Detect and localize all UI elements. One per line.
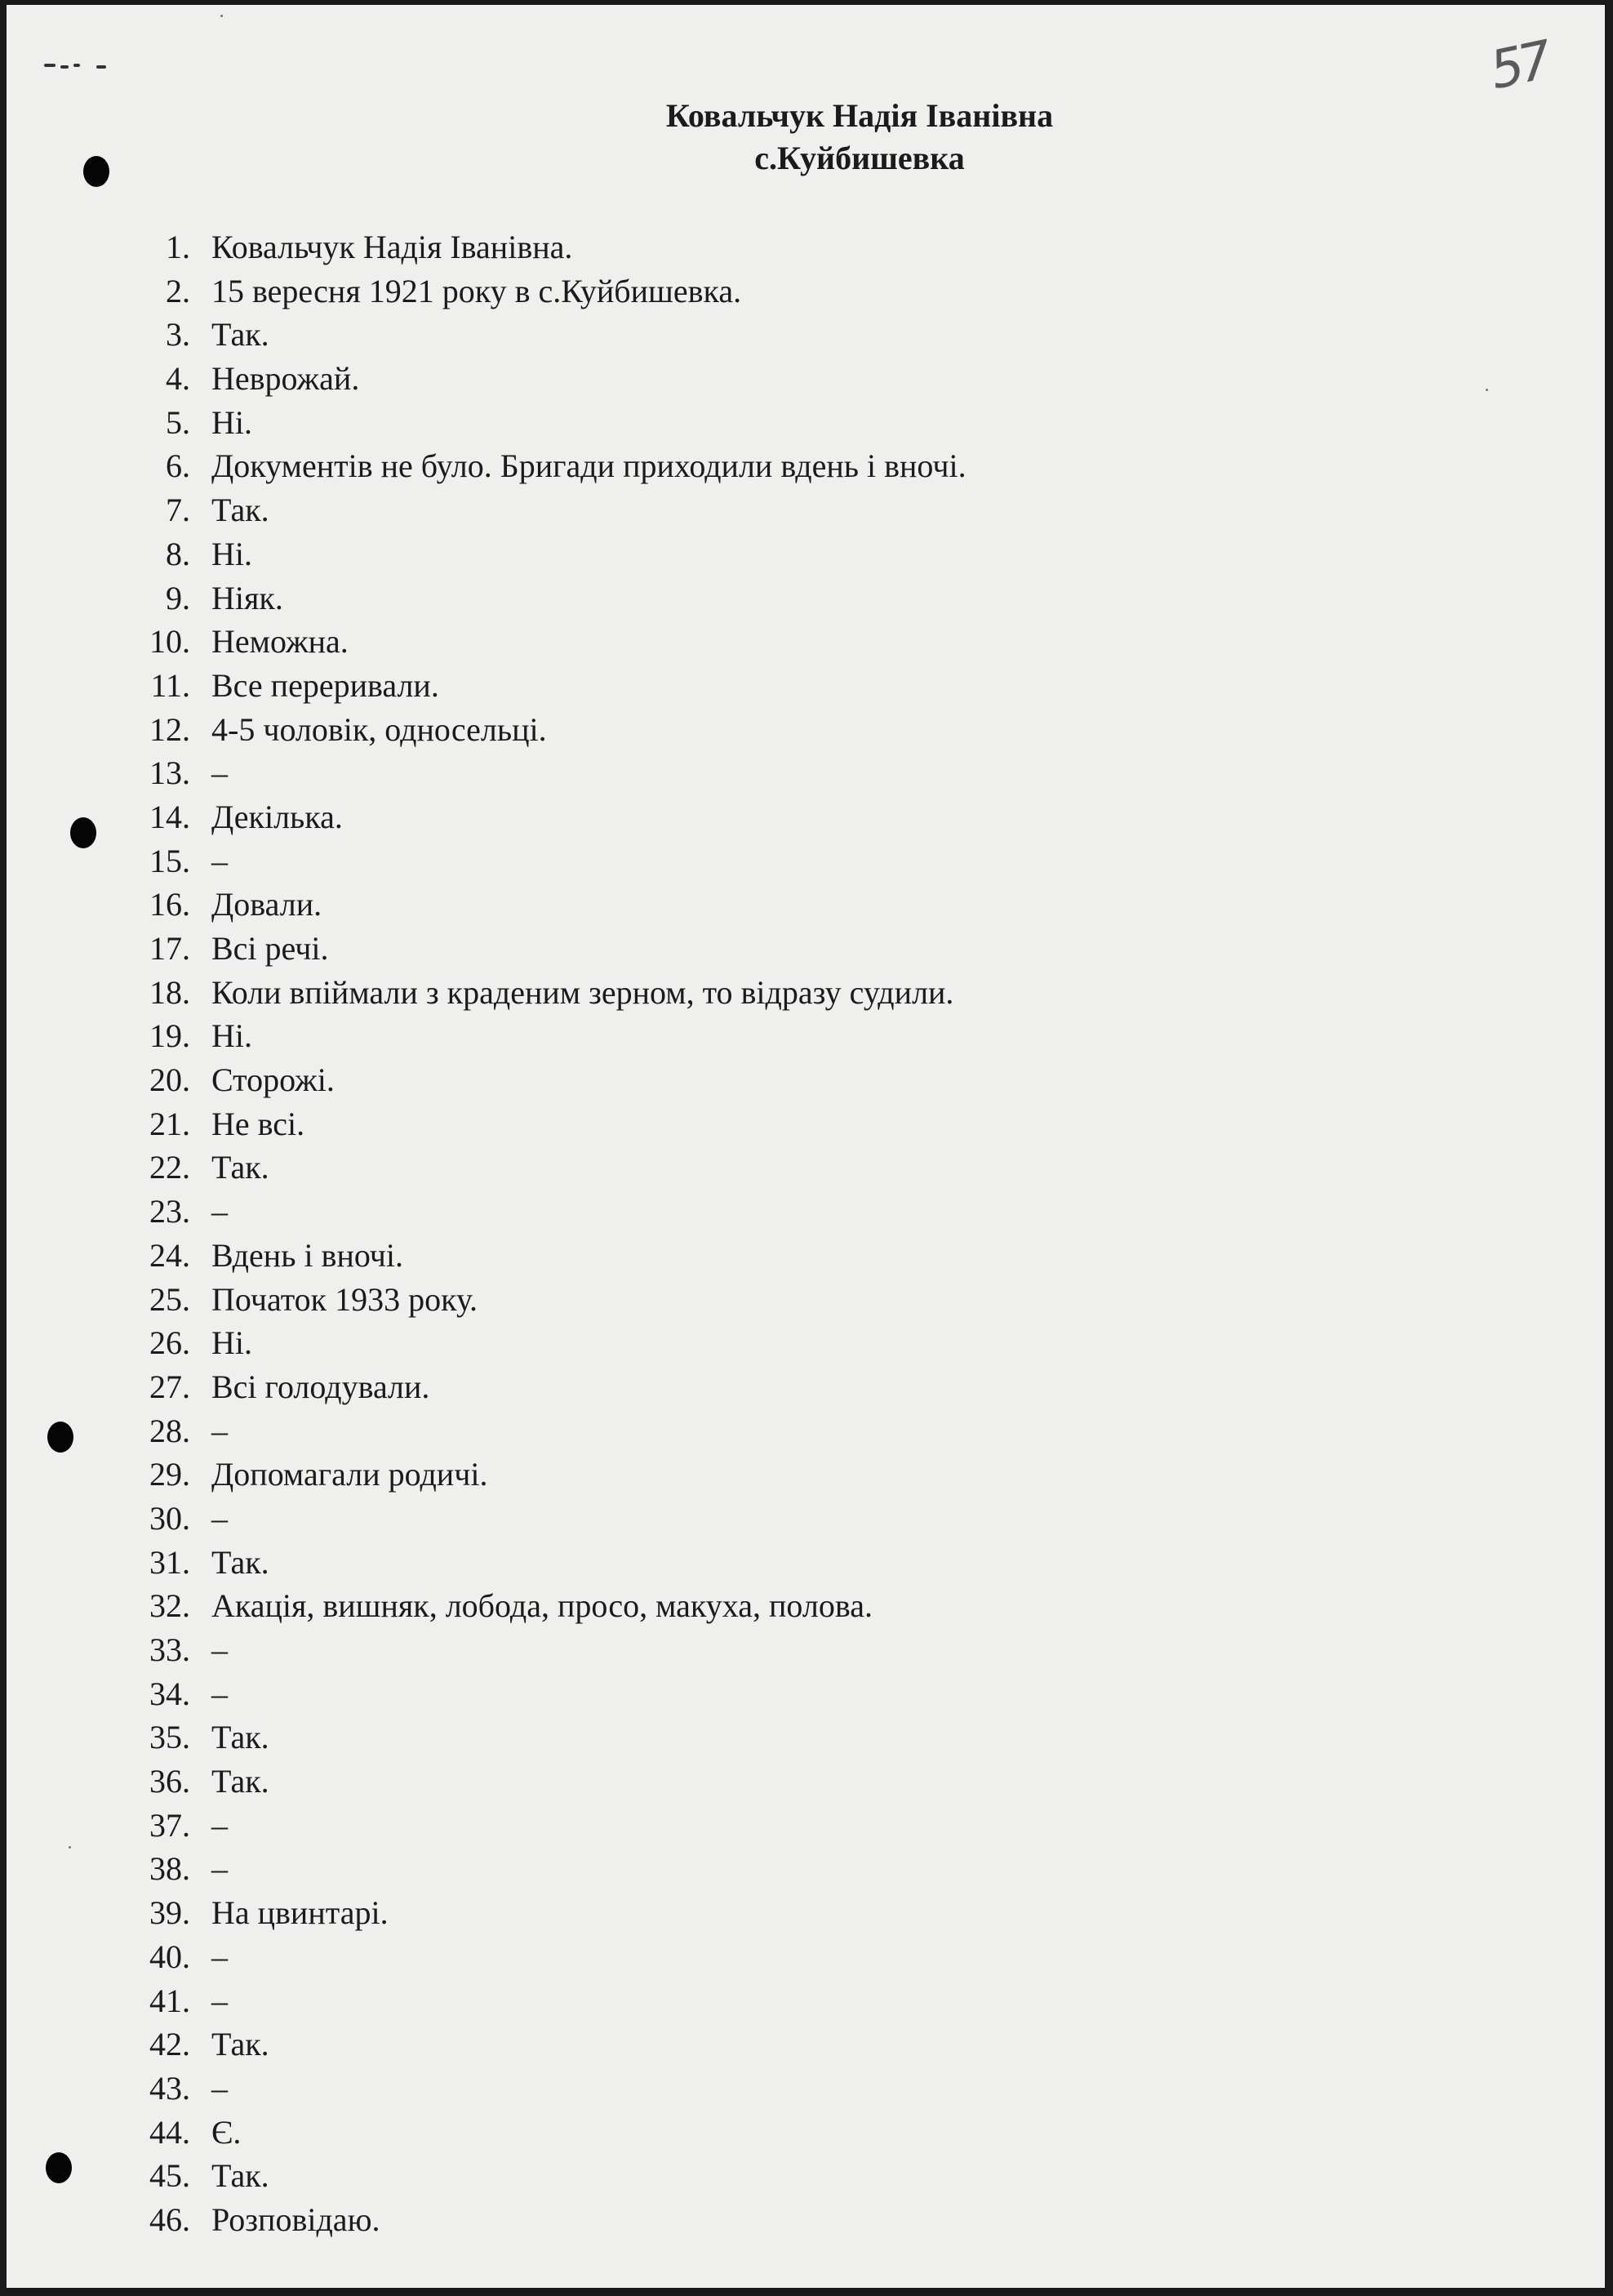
answer-text: Ні. [211,403,252,441]
answer-number: 32. [149,1587,190,1625]
answer-text: – [211,1412,228,1449]
paper-speck [69,1846,71,1849]
answer-number: 22. [149,1149,190,1186]
answer-text: – [211,754,228,792]
answer-text: 4-5 чоловік, односельці. [211,710,547,748]
answer-text: Неможна. [211,623,349,661]
answer-text: Акація, вишняк, лобода, просо, макуха, полова. [211,1587,873,1625]
answer-number: 46. [149,2200,190,2238]
answer-number: 4. [166,360,190,398]
answer-text: – [211,1938,228,1975]
answer-number: 45. [149,2157,190,2195]
answer-text: Ніяк. [211,579,283,616]
answer-text: Розповідаю. [211,2200,380,2238]
answer-text: Сторожі. [211,1061,335,1099]
answer-text: Не всі. [211,1105,305,1142]
answer-text: – [211,1806,228,1844]
answer-number: 29. [149,1456,190,1493]
answer-text: Початок 1933 року. [211,1280,478,1318]
answer-number: 20. [149,1061,190,1099]
answer-number: 14. [149,798,190,835]
answer-number: 5. [166,403,190,441]
answer-text: На цвинтарі. [211,1894,389,1932]
answer-number: 36. [149,1763,190,1800]
punch-hole [47,1422,73,1453]
answer-number: 43. [149,2069,190,2107]
answer-text: Допомагали родичі. [211,1456,488,1493]
answer-number: 8. [166,535,190,572]
answer-text: Є. [211,2113,242,2151]
answer-text: – [211,1631,228,1668]
answer-number: 30. [149,1499,190,1537]
answer-number: 23. [149,1193,190,1230]
answer-number: 35. [149,1719,190,1756]
answer-text: – [211,1193,228,1230]
answer-number: 15. [149,842,190,879]
answer-text: Ні. [211,1017,252,1055]
paper-speck [220,15,223,17]
answer-number: 7. [166,492,190,529]
answer-number: 25. [149,1280,190,1318]
answer-text: Так. [211,316,269,354]
answer-number: 9. [166,579,190,616]
paper-speck [1486,389,1488,391]
answer-number: 38. [149,1850,190,1888]
answer-number: 24. [149,1236,190,1274]
answer-number: 26. [149,1324,190,1362]
answer-number: 12. [149,710,190,748]
answer-text: Все переривали. [211,666,439,704]
answer-text: – [211,1499,228,1537]
answer-text: – [211,1675,228,1712]
answer-number: 34. [149,1675,190,1712]
interviewee-name-heading: Ковальчук Надія Іванівна [665,97,1054,134]
answer-text: Так. [211,2026,269,2063]
answer-number: 41. [149,1982,190,2019]
answer-number: 40. [149,1938,190,1975]
answer-number: 11. [150,666,190,704]
answer-text: Документів не було. Бригади приходили вдень і вночі. [211,447,966,485]
answer-text: Так. [211,492,269,529]
answer-text: – [211,1982,228,2019]
answer-number: 19. [149,1017,190,1055]
answer-text: Так. [211,1543,269,1581]
village-heading: с.Куйбишевка [754,140,965,176]
answer-number: 39. [149,1894,190,1932]
punch-hole [46,2152,72,2183]
answer-number: 27. [149,1368,190,1405]
answer-text: Декілька. [211,798,343,835]
answer-number: 44. [149,2113,190,2151]
answer-text: Ковальчук Надія Іванівна. [211,229,573,265]
answer-text: Всі речі. [211,930,329,967]
answer-number: 28. [149,1412,190,1449]
answer-text: Так. [211,2157,269,2195]
corner-scribble-mark [44,64,118,69]
answer-text: Вдень і вночі. [211,1236,404,1274]
answer-text: Довали. [211,886,322,923]
answer-number: 3. [166,316,190,354]
answer-text: Коли впіймали з краденим зерном, то відразу судили. [211,973,954,1011]
answer-text: Ні. [211,1324,252,1362]
answer-number: 1. [166,229,190,265]
answer-text: Неврожай. [211,360,360,398]
handwritten-page-number: 57 [1485,30,1553,102]
answer-text: – [211,1850,228,1888]
answer-text: Всі голодували. [211,1368,430,1405]
answer-number: 2. [166,272,190,309]
answer-text: Так. [211,1149,269,1186]
answer-number: 13. [149,754,190,792]
answer-text: Ні. [211,535,252,572]
answer-number: 16. [149,886,190,923]
answer-number: 42. [149,2026,190,2063]
answer-text: 15 вересня 1921 року в с.Куйбишевка. [211,272,742,309]
answer-text: – [211,842,228,879]
answer-number: 33. [149,1631,190,1668]
answer-text: – [211,2069,228,2107]
answer-number: 6. [166,447,190,485]
answer-number: 21. [149,1105,190,1142]
answer-text: Так. [211,1763,269,1800]
document-page [7,5,1605,2288]
answer-number: 37. [149,1806,190,1844]
answer-text: Так. [211,1719,269,1756]
answer-number: 10. [149,623,190,661]
answer-number: 31. [149,1543,190,1581]
punch-hole [83,156,109,187]
answer-number: 17. [149,930,190,967]
answer-number: 18. [149,973,190,1011]
